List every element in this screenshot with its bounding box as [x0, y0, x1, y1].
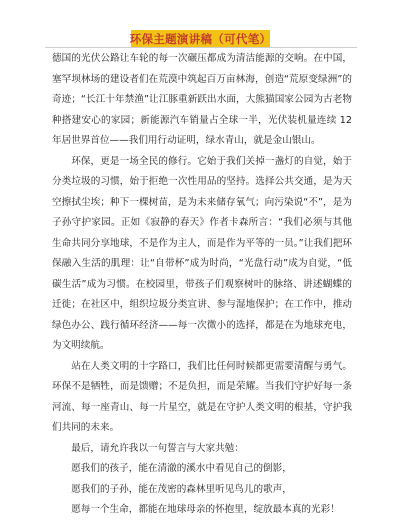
body-paragraph: 环保，更是一场全民的修行。它始于我们关掉一盏灯的自觉，始于分类垃圾的习惯，始于拒绝一次性用品的坚持。选择公共交通，是为天空擦拭尘埃；种下一棵树苗，是为未来储存氧气；向污染说“不”，是为子孙守护家园。正如《寂静的春天》作者卡森所言：“我们必须与其他生命共同分享地球，不是作为主人，而是作为平等的一员。”让我们把环保融入生活的肌理：让“自带杯”成为时尚，“光盘行动”成为自觉，“低碳生活”成为习惯。在校园里，带孩子们观察树叶的脉络、讲述蝴蝶的迁徙；在社区中，组织垃圾分类宣讲、参与湿地保护；在工作中，推动绿色办公、践行循环经济——每一次微小的选择，都是在为地球充电，为文明续航。: [52, 155, 352, 351]
document-body: [52, 49, 352, 521]
closing-line: 愿我们的子孙，能在茂密的森林里听见鸟儿的歌声，: [71, 483, 292, 495]
body-paragraph: 最后，请允许我以一句誓言与大家共勉：: [71, 442, 244, 454]
title-underline: [45, 47, 357, 48]
document-title: 环保主题演讲稿（可代笔）: [129, 31, 272, 46]
body-paragraph: 德国的光伏公路让车轮的每一次碾压都成为清洁能源的交响。在中国，塞罕坝林场的建设者们在荒漠中筑起百万亩林海，创造“荒原变绿洲”的奇迹；“长江十年禁渔”让江豚重新跃出水面，大熊猫国家公园为古老物种搭建安心的家园；新能源汽车销量占全球一半，光伏装机量连续 12 年居世界首位——我们用行动证明，绿水青山，就是金山银山。: [52, 53, 352, 146]
closing-line: 愿我们的孩子，能在清澈的溪水中看见自己的倒影，: [71, 463, 292, 474]
body-paragraph: 站在人类文明的十字路口，我们比任何时候都更需要清醒与勇气。环保不是牺牲，而是馈赠；不是负担，而是荣耀。当我们守护好每一条河流、每一座青山、每一片星空，就是在守护人类文明的根基，守护我们共同的未来。: [52, 360, 352, 433]
closing-line: 愿每一个生命，都能在地球母亲的怀抱里，绽放最本真的光彩！: [71, 504, 340, 515]
